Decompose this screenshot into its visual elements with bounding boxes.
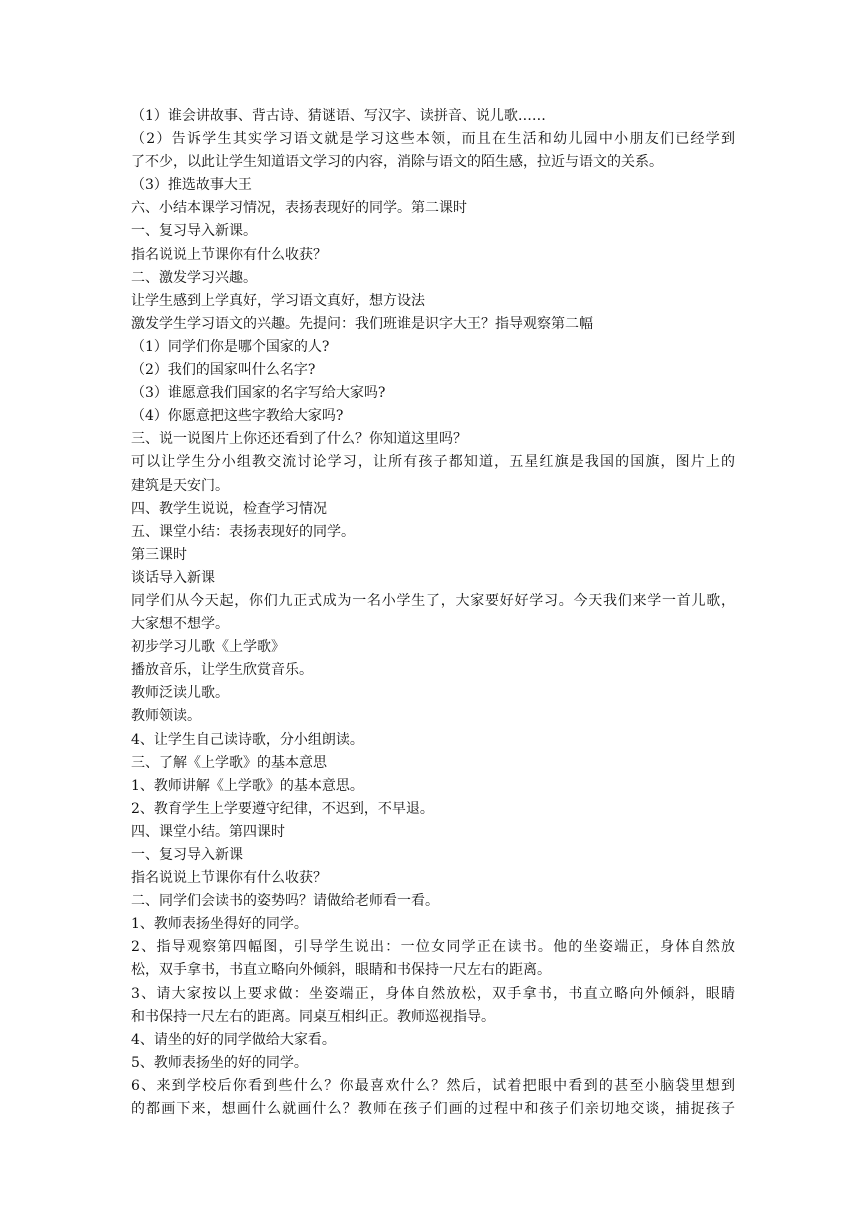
text-line: 4、让学生自己读诗歌，分小组朗读。 [131,731,364,748]
text-line: 3、请大家按以上要求做：坐姿端正，身体自然放松，双手拿书，书直立略向外倾斜，眼睛 [131,985,735,1002]
text-line: 2、教育学生上学要遵守纪律，不迟到，不早退。 [131,800,434,817]
text-line: 了不少，以此让学生知道语文学习的内容，消除与语文的陌生感，拉近与语文的关系。 [131,154,663,171]
text-line: 可以让学生分小组教交流讨论学习，让所有孩子都知道，五星红旗是我国的国旗，图片上的 [131,454,735,471]
text-line: 1、教师讲解《上学歌》的基本意思。 [131,777,364,794]
text-line: （3）推选故事大王 [131,177,252,194]
text-line: 让学生感到上学真好，学习语文真好，想方设法 [131,292,425,309]
text-line: 建筑是天安门。 [131,477,229,494]
text-line: 播放音乐，让学生欣赏音乐。 [131,662,313,679]
text-line: （1）谁会讲故事、背古诗、猜谜语、写汉字、读拼音、说儿歌…… [131,108,546,124]
text-line: 初步学习儿歌《上学歌》 [131,639,285,656]
text-line: 6、来到学校后你看到些什么？你最喜欢什么？然后，试着把眼中看到的甚至小脑袋里想到 [131,1077,735,1094]
text-line: 指名说说上节课你有什么收获？ [131,246,327,263]
text-line: （3）谁愿意我们国家的名字写给大家吗? [131,385,386,402]
text-line: 4、请坐的好的同学做给大家看。 [131,1031,336,1048]
text-line: 同学们从今天起，你们九正式成为一名小学生了，大家要好好学习。今天我们来学一首儿歌， [131,592,735,609]
text-line: 和书保持一尺左右的距离。同桌互相纠正。教师巡视指导。 [131,1008,495,1025]
text-line: 教师泛读儿歌。 [131,685,229,702]
text-line: 的都画下来，想画什么就画什么？教师在孩子们画的过程中和孩子们亲切地交谈，捕捉孩子 [131,1101,735,1118]
text-line: 第三课时 [131,546,187,563]
text-line: 教师领读。 [131,708,201,725]
text-line: 四、教学生说说，检查学习情况 [131,500,327,517]
text-line: 三、了解《上学歌》的基本意思 [131,754,327,771]
text-line: 大家想不想学。 [131,616,229,633]
text-line: 松，双手拿书，书直立略向外倾斜，眼睛和书保持一尺左右的距离。 [131,962,551,979]
text-line: 二、激发学习兴趣。 [131,269,257,286]
text-line: （2）我们的国家叫什么名字? [131,362,316,379]
text-line: 三、说一说图片上你还还看到了什么？你知道这里吗？ [131,431,467,448]
text-line: 5、教师表扬坐的好的同学。 [131,1054,308,1071]
text-line: 激发学生学习语文的兴趣。先提问：我们班谁是识字大王？指导观察第二幅 [131,315,593,332]
text-line: （1）同学们你是哪个国家的人? [131,338,330,355]
text-line: 四、课堂小结。第四课时 [131,823,285,840]
text-line: 一、复习导入新课。 [131,223,257,240]
text-line: 一、复习导入新课 [131,847,243,863]
text-line: 指名说说上节课你有什么收获？ [131,870,327,887]
text-line: 六、小结本课学习情况，表扬表现好的同学。第二课时 [131,200,467,217]
text-line: 2、指导观察第四幅图，引导学生说出：一位女同学正在读书。他的坐姿端正，身体自然放 [131,939,735,956]
text-line: （2）告诉学生其实学习语文就是学习这些本领，而且在生活和幼儿园中小朋友们已经学到 [131,131,735,148]
document-body [131,105,735,1121]
text-line: 二、同学们会读书的姿势吗？请做给老师看一看。 [131,893,439,910]
text-line: 1、教师表扬坐得好的同学。 [131,916,308,933]
text-line: 谈话导入新课 [131,569,215,586]
text-line: （4）你愿意把这些字教给大家吗? [131,408,344,425]
text-line: 五、课堂小结：表扬表现好的同学。 [131,523,355,540]
